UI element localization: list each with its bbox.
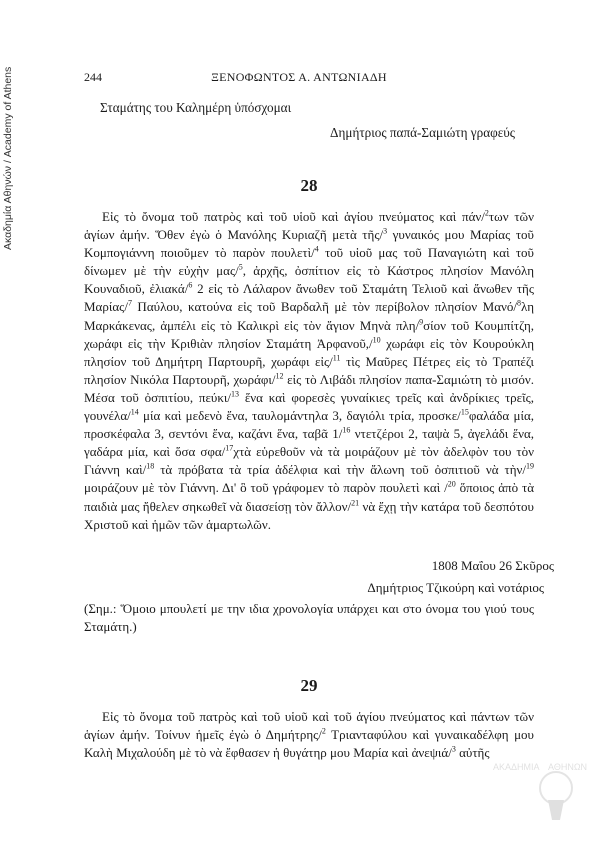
watermark-text-1: ΑΚΑΔΗΜΙΑ <box>493 762 540 772</box>
archive-side-label: Ακαδημία Αθηνών / Academy of Athens <box>2 66 14 250</box>
document-number-28: 28 <box>300 176 318 195</box>
editor-note: (Σημ.: Ὅμοιο μπουλετί με την ιδια χρονολογία υπάρχει και στο όνομα του γιού τους Σταμάτη.) <box>84 601 534 634</box>
running-head: ΞΕΝΟΦΩΝΤΟΣ Α. ΑΝΤΩΝΙΑΔΗ <box>211 70 387 84</box>
date-line: 1808 Μαΐου 26 Σκῦρος <box>431 558 554 573</box>
notary-line: Δημήτριος Τζικούρη καὶ νοτάριος <box>367 580 544 595</box>
watermark-figure <box>548 800 564 820</box>
signature-line-1: Σταμάτης του Καλημέρη ὑπόσχομαι <box>100 100 292 115</box>
document-number-29: 29 <box>300 676 318 695</box>
document-29-body: Εἰς τὸ ὄνομα τοῦ πατρὸς καὶ τοῦ υἱοῦ καὶ τοῦ ἁγίου πνεύματος καὶ πάντων τῶν ἁγίων ἀμήν. Τοίνυν ἡμεῖς ἐγὼ ὁ Δημήτρης/$^2$ Τριανταφύλου καὶ γυναικαδέλφη μου Καλὴ Μιχαλούδη μὲ τὸ νὰ ἔφθασεν ἡ θυγάτηρ μου Μαρία καὶ ἀνεψιά/$^3$ αὐτῆς <box>84 709 534 761</box>
page-number: 244 <box>84 70 102 84</box>
watermark-emblem <box>540 772 572 804</box>
signature-line-2: Δημήτριος παπά-Σαμιώτη γραφεύς <box>330 125 516 140</box>
document-28-body: Εἰς τὸ ὄνομα τοῦ πατρὸς καὶ τοῦ υἱοῦ καὶ ἁγίου πνεύματος καὶ πάν/$^2$των τῶν ἁγίων ἀμήν. Ὅθεν ἐγὼ ὁ Μανόλης Κυριαζῆ μετὰ τῆς/$^3$ γυναικός μου Μαρίας τοῦ Κομπογιάννη ποιοῦμεν τὸ παρὸν πουλετὶ/$^4$ τοῦ υἱοῦ μας τοῦ Παναγιώτη καὶ τοῦ δίνωμεν μὲ τὴν εὐχὴν μας/$^5$, ἀρχῆς, ὀσπίτιον εἰς τὸ Κάστρος πλησίον Μανόλη Κουναδιοῦ, ἐλιακά/$^6$ 2 εἰς τὸ Λάλαρον ἄνωθεν τοῦ Σταμάτη Τελιοῦ καὶ ἄνωθεν τῆς Μαρίας/$^7$ Παύλου, κατούνα εἰς τοῦ Βαρδαλῆ μὲ τὸν περίβολον πλησίον Μανό/$^8$λη Μαρκάκενας, ἀμπέλι εἰς τὸ Καλικρὶ εἰς τὸν ἅγιον Μηνὰ πλη/$^9$σίον τοῦ Κουμπίτζη, χωράφι εἰς τὴν Κριθιὰν πλησίον Σταμάτη Ἀρφανοῦ,/$^{10}$ χωράφι εἰς τὸν Κουρούκλη πλησίον τοῦ Δημήτρη Παρτουρῆ, χωράφι εἰς/$^{11}$ τὶς Μαῦρες Πέτρες εἰς τὸ Τραπέζι πλησίον Νικόλα Παρτουρῆ, χωράφι/$^{12}$ εἰς τὸ Λιβάδι πλησίον παπα-Σαμιώτη τὸ μισόν. Μέσα τοῦ ὀσπιτίου, πεύκι/$^{13}$ ἕνα καὶ φορεσὲς γυναίκιες τρεῖς καὶ ἀνδρίκιες τρεῖς, γουνέλα/$^{14}$ μία καὶ μεδενὸ ἕνα, ταυλομάντηλα 3, δαγιόλι τρία, προσκε/$^{15}$φαλάδα μία, προσκέφαλα 3, σεντόνι ἕνα, καζάνι ἕνα, ταβᾶ 1/$^{16}$ ντετζέροι 2, ταψὰ 5, ἀγελάδι ἕνα, γαδάρα μία, καὶ ὅσα σφα/$^{17}$χτὰ εὑρεθοῦν νὰ τὰ μοιράζουν μὲ τὸν ἀδελφὸν του τὸν Γιάννη καὶ/$^{18}$ τὰ πρόβατα τὰ τρία ἀδέλφια καὶ τὴν ἄλωνη τοῦ ὀσπιτιοῦ νὰ τὴν/$^{19}$ μοιράζουν μὲ τὸν Γιάννη. Δι' ὃ τοῦ γράφομεν τὸ παρὸν πουλετὶ καὶ /$^{20}$ ὅποιος ἀπὸ τὰ παιδιὰ μας ἤθελεν σηκωθεῖ νὰ διασείσῃ τὸν ἄλλον/$^{21}$ νὰ ἔχῃ τὴν κατάρα τοῦ δεσπότου Χριστοῦ καὶ ἡμῶν τῶν ἁμαρτωλῶν. <box>84 208 535 532</box>
academy-watermark <box>488 760 588 840</box>
watermark-text-2: ΑΘΗΝΩΝ <box>548 762 588 772</box>
